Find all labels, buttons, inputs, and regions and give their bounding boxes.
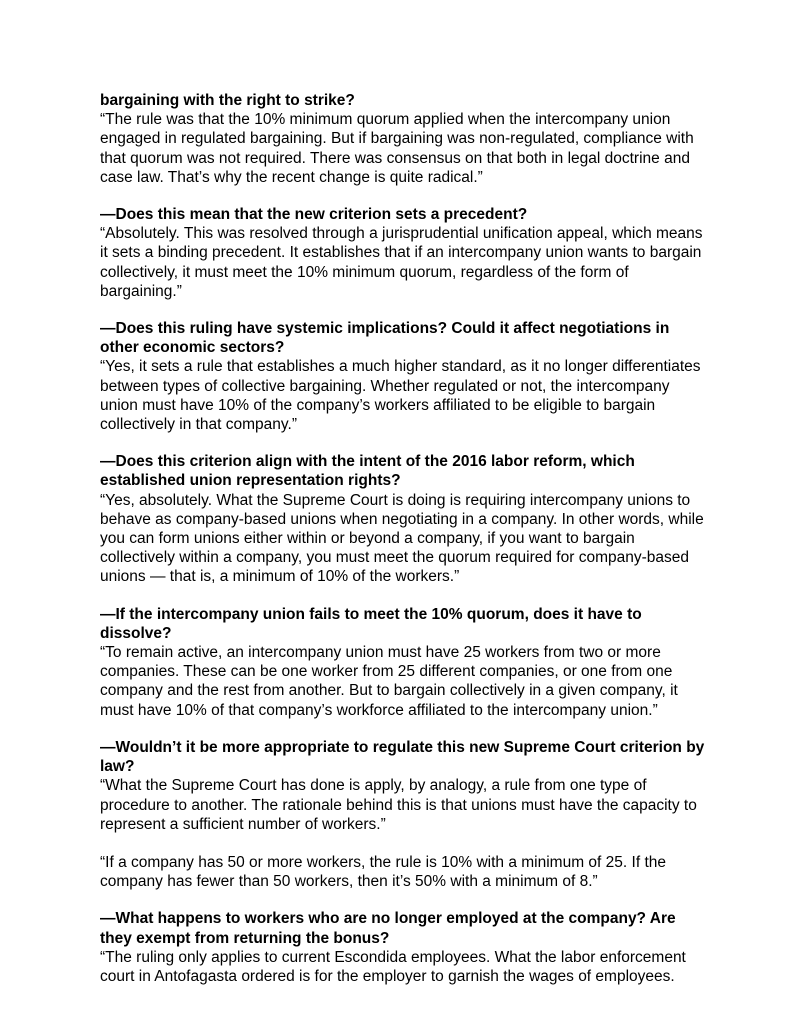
answer: “Absolutely. This was resolved through a jurisprudential unification appeal, which means it sets a binding precedent. It establishes that if an intercompany union wants to bargain collectively, it must meet the 10% minimum quorum, regardless of the form of bargaining.” — [100, 225, 703, 300]
answer: “What the Supreme Court has done is apply, by analogy, a rule from one type of procedure to another. The rationale behind this is that unions must have the capacity to represent a sufficient number of workers.” — [100, 777, 697, 833]
question: —Does this ruling have systemic implications? Could it affect negotiations in other economic sectors? — [100, 320, 670, 357]
answer: “Yes, it sets a rule that establishes a much higher standard, as it no longer differentiates between types of collective bargaining. Whether regulated or not, the intercompany union must have 10% of the company’s workers affiliated to be eligible to bargain collectively in that company.” — [100, 358, 701, 434]
answer: “Yes, absolutely. What the Supreme Court is doing is requiring intercompany unions to behave as company-based unions when negotiating in a company. In other words, while you can form unions either within or beyond a company, if you want to bargain collectively within a company, you must meet the quorum required for company-based unions — that is, a minimum of 10% of the workers.” — [100, 491, 704, 586]
answer: “The ruling only applies to current Escondida employees. What the labor enforcement court in Antofagasta ordered is for the employer to garnish the wages of employees. — [100, 948, 686, 985]
qa-block — [100, 319, 710, 434]
question: bargaining with the right to strike? — [100, 92, 355, 109]
qa-block — [100, 205, 710, 301]
qa-block — [100, 909, 710, 986]
question: —Wouldn’t it be more appropriate to regulate this new Supreme Court criterion by law? — [100, 738, 705, 776]
qa-block — [100, 91, 710, 187]
document-page — [100, 91, 710, 1004]
question: —Does this criterion align with the intent of the 2016 labor reform, which established union representation rights? — [100, 453, 635, 490]
answer: “If a company has 50 or more workers, the rule is 10% with a minimum of 25. If the company has fewer than 50 workers, then it’s 50% with a minimum of 8.” — [100, 853, 666, 891]
answer: “To remain active, an intercompany union must have 25 workers from two or more companies. These can be one worker from 25 different companies, or one from one company and the rest from another. But to bargain collectively in a given company, it must have 10% of that company’s workforce affiliated to the intercompany union.” — [100, 644, 678, 719]
qa-block — [100, 452, 710, 586]
qa-block — [100, 605, 710, 720]
qa-block — [100, 738, 710, 891]
question: —If the intercompany union fails to meet the 10% quorum, does it have to dissolve? — [100, 605, 642, 642]
question: —Does this mean that the new criterion sets a precedent? — [100, 206, 528, 224]
answer: “The rule was that the 10% minimum quorum applied when the intercompany union engaged in regulated bargaining. But if bargaining was non-regulated, compliance with that quorum was not required. There was consensus on that both in legal doctrine and case law. That’s why the recent change is quite radical.” — [100, 111, 694, 186]
question: —What happens to workers who are no longer employed at the company? Are they exempt from returning the bonus? — [100, 910, 676, 947]
